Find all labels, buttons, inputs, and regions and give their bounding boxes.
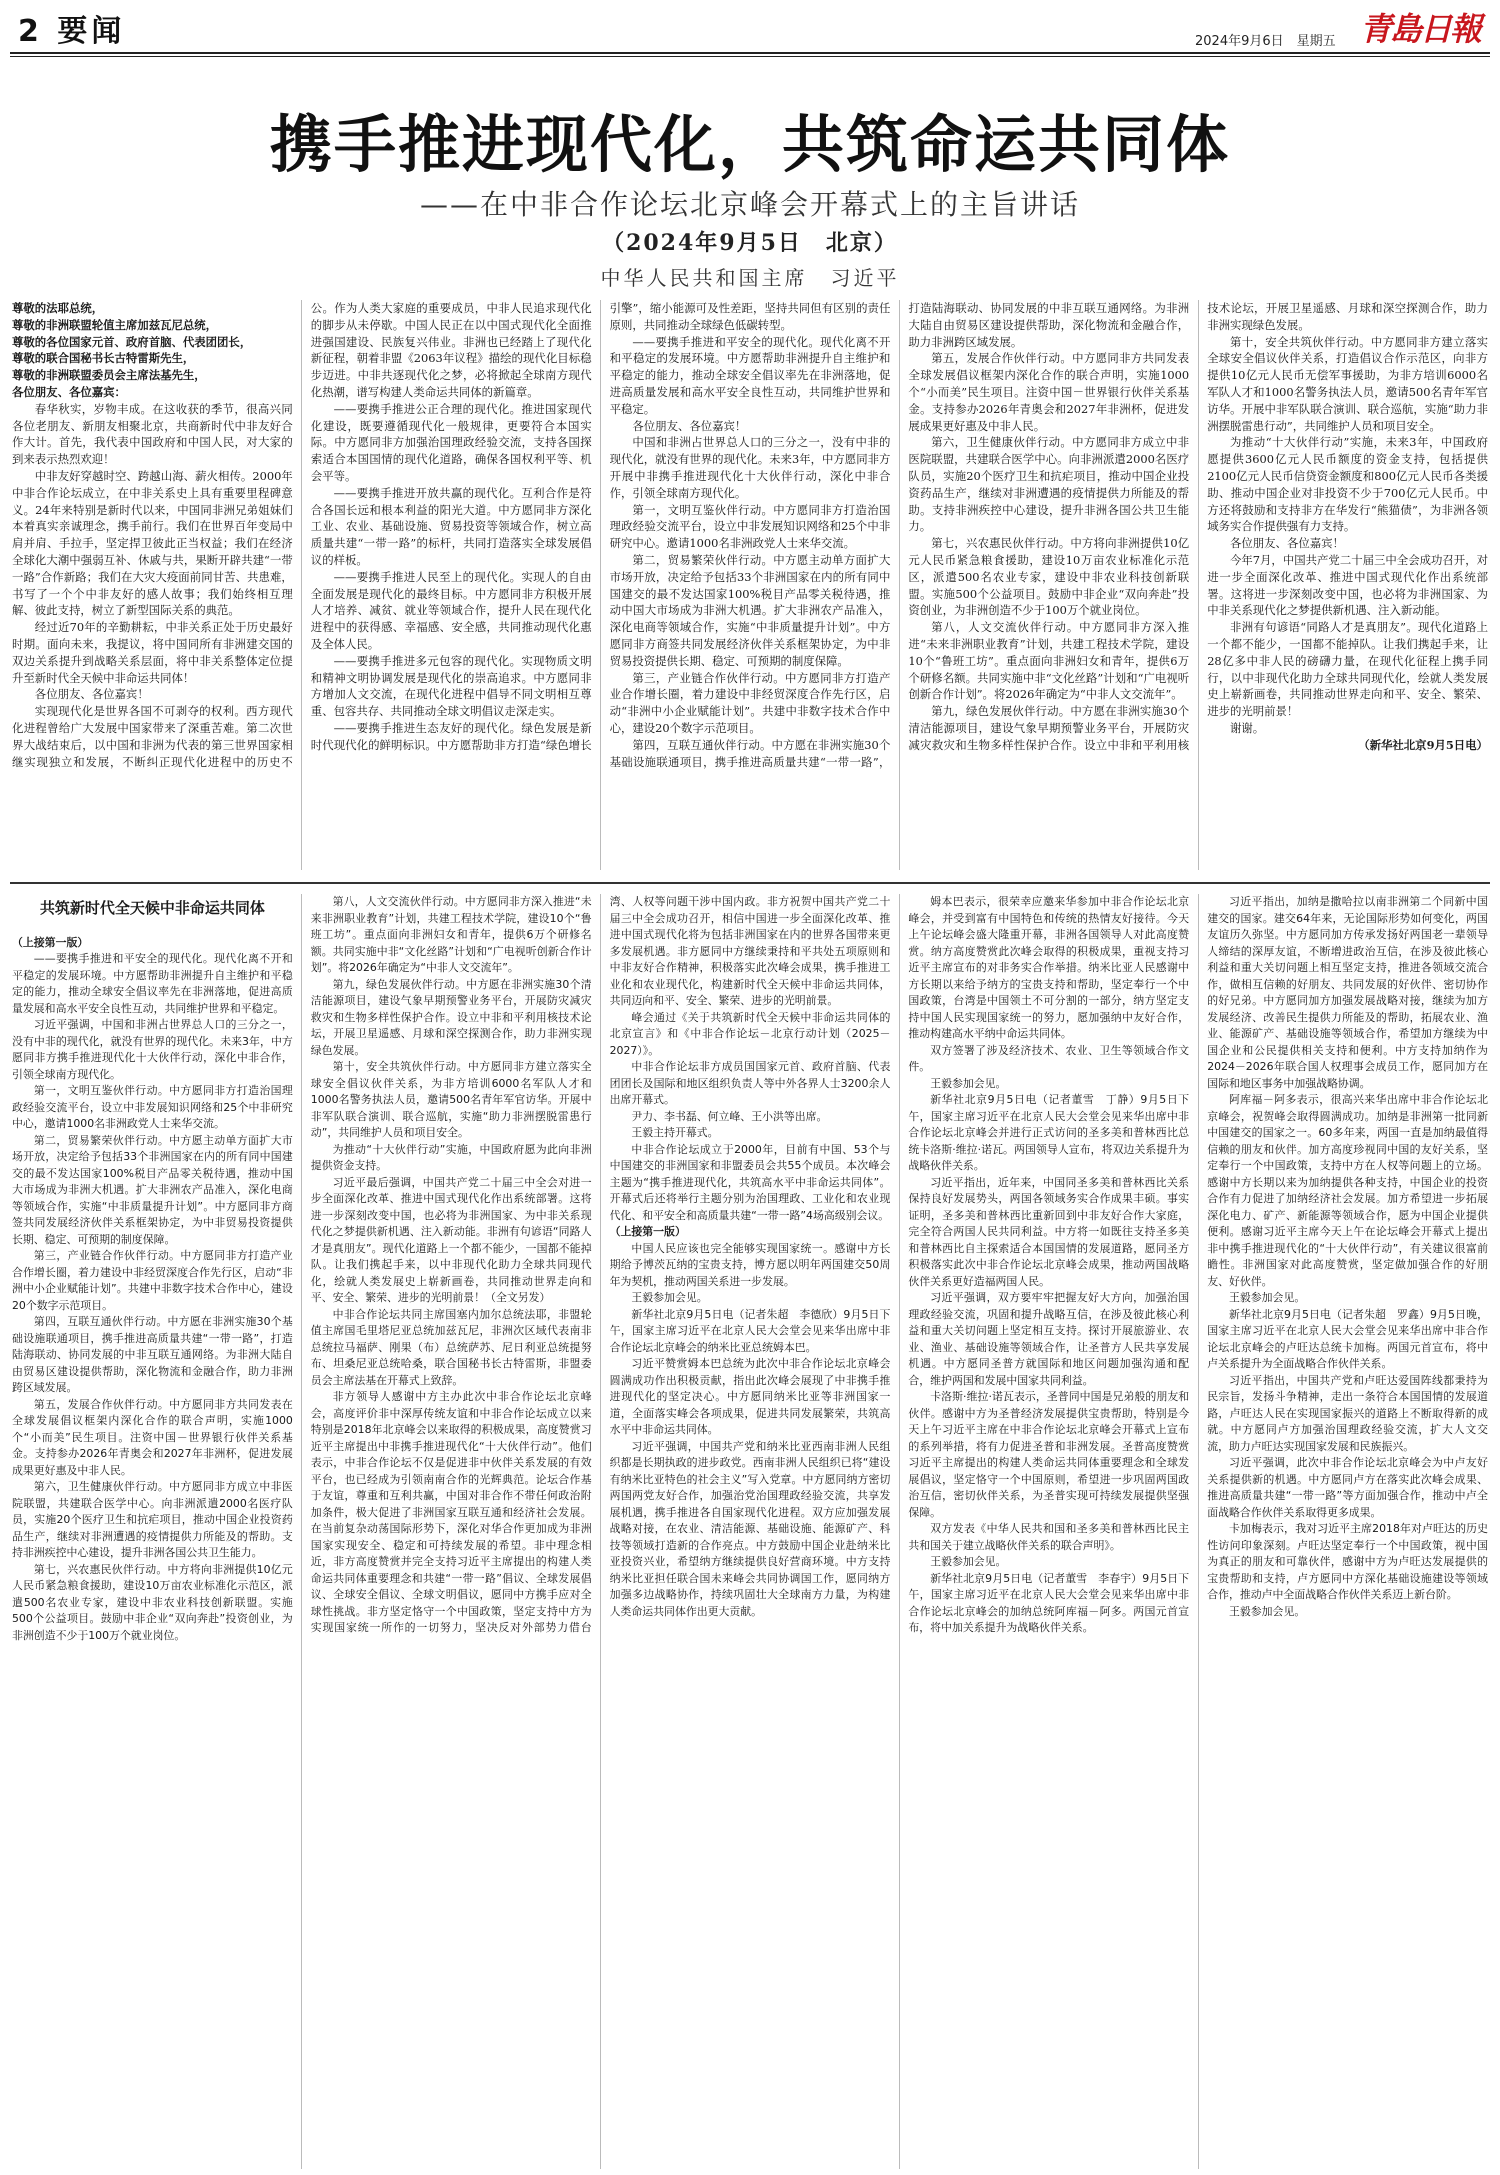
speech-greeting: 尊敬的非洲联盟委员会主席法基先生，	[12, 368, 206, 383]
news-item-paragraph: 习近平强调，中国共产党和纳米比亚西南非洲人民组织都是长期执政的进步政党。西南非洲人民组织已将“建设有纳米比亚特色的社会主义”写入党章。中方愿同纳方密切两国两党友好合作，加强治党治国理政经验交流，共享发展机遇，携手推进各自国家现代化进程。双方应加强发展战略对接，在农业、清洁能源、基础设施、能源矿产、科技等领域打造新的合作亮点。中方鼓励中国企业赴纳米比亚投资兴业，希望纳方继续提供良好营商环境。中方支持纳米比亚担任联合国未来峰会共同协调国工作，愿同纳方加强多边战略协作，持续巩固壮大全球南方力量，为构建人类命运共同体作出更大贡献。	[609, 1439, 891, 1618]
news-item-paragraph: 王毅参加会见。	[930, 1555, 1007, 1568]
section-divider	[10, 882, 1490, 884]
news-item-paragraph: 王毅参加会见。	[1228, 1604, 1306, 1618]
speech-paragraph: ——要携手推进生态友好的现代化。绿色发展是新时代现代化的鲜明标识。中方愿帮助非方打造“绿色增长引擎”，缩小能源可及性差距，坚持共同但有区别的责任原则，共同推动全球绿色低碳转型。	[310, 301, 891, 752]
news-paragraph: 习近平最后强调，中国共产党二十届三中全会对进一步全面深化改革、推进中国式现代化作出系统部署。这将进一步深刻改变中国，也必将为非洲国家、为中非关系现代化之梦提供新机遇、注入新动能。非洲有句谚语“同路人才是真朋友”。现代化道路上一个都不能少，一国都不能掉队。让我们携起手来，以中非现代化助力全球共同现代化，绘就人类发展史上崭新画卷，共同推动世界走向和平、安全、繁荣、进步的光明前景！（全文另发）	[310, 1175, 592, 1304]
speech-paragraph: 中非友好穿越时空、跨越山海、薪火相传。2000年中非合作论坛成立，在中非关系史上具有重要里程碑意义。24年来特别是新时代以来，中国同非洲兄弟姐妹们本着真实亲诚理念，携手前行。我们在世界百年变局中肩并肩、手拉手，坚定捍卫彼此正当权益；我们在经济全球化大潮中强弱互补、休戚与共，果断开辟共建“一带一路”合作新路；我们在大灾大疫面前同甘苦、共患难，书写了一个个中非友好的感人故事；我们始终相互理解、彼此支持，树立了新型国际关系的典范。	[12, 468, 293, 618]
news-paragraph: 第二，贸易繁荣伙伴行动。中方愿主动单方面扩大市场开放，决定给予包括33个非洲国家在内的所有同中国建交的最不发达国家100%税目产品零关税待遇，推动中国大市场成为非洲大机遇。扩大非洲农产品准入，深化电商等领域合作，实施“中非质量提升计划”。中方愿同非方商签共同发展经济伙伴关系框架协定，为中非贸易投资提供长期、稳定、可预期的制度保障。	[12, 1133, 293, 1246]
news-item-paragraph: 中国人民应该也完全能够实现国家统一。感谢中方长期给予博茨瓦纳的宝贵支持，博方愿以明年两国建交50周年为契机，推动两国关系进一步发展。	[609, 1241, 891, 1288]
speech-paragraph: 今年7月，中国共产党二十届三中全会成功召开，对进一步全面深化改革、推进中国式现代化作出系统部署。这将进一步深刻改变中国，也必将为非洲国家、为中非关系现代化之梦提供新机遇、注入新动能。	[1207, 552, 1488, 618]
page-number: 2 要闻	[18, 14, 126, 49]
news-item-paragraph: 习近平赞赏姆本巴总统为此次中非合作论坛北京峰会圆满成功作出积极贡献，指出此次峰会展现了中非携手推进现代化的坚定决心。中方愿同纳米比亚等非洲国家一道，全面落实峰会各项成果，促进共同发展繁荣，共筑高水平中非命运共同体。	[609, 1357, 891, 1436]
news-paragraph: 峰会通过《关于共筑新时代全天候中非命运共同体的北京宣言》和《中非合作论坛－北京行动计划（2025－2027）》。	[609, 1010, 891, 1057]
speech-paragraph: 各位朋友、各位嘉宾！	[34, 687, 149, 702]
speech-greeting: 尊敬的各位国家元首、政府首脑、代表团团长，	[12, 334, 252, 349]
news-item-paragraph: 习近平指出，中国共产党和卢旺达爱国阵线都秉持为民宗旨，发扬斗争精神，走出一条符合本国国情的发展道路，卢旺达人民在实现国家振兴的道路上不断取得新的成就。中方愿同卢方加强治国理政经验交流，扩大人文交流，助力卢旺达实现国家发展和民族振兴。	[1207, 1373, 1488, 1453]
speech-paragraph: 第十，安全共筑伙伴行动。中方愿同非方建立落实全球安全倡议伙伴关系，打造倡议合作示范区，向非方提供10亿元人民币无偿军事援助，为非方培训6000名军队人才和1000名警务执法人员，邀请500名青年军官访华。开展中非军队联合演训、联合巡航，实施“助力非洲摆脱雷患行动”，共同维护人员和项目安全。	[1207, 334, 1488, 433]
speech-paragraph: 春华秋实，岁物丰成。在这收获的季节，很高兴同各位老朋友、新朋友相聚北京，共商新时代中非友好合作大计。首先，我代表中国政府和中国人民，对大家的到来表示热烈欢迎！	[12, 401, 293, 467]
speech-paragraph: 各位朋友、各位嘉宾！	[632, 418, 747, 433]
news-paragraph: 王毅主持开幕式。	[631, 1126, 719, 1139]
speech-paragraph: 第七，兴农惠民伙伴行动。中方将向非洲提供10亿元人民币紧急粮食援助，建设10万亩农业标准化示范区，派遣500名农业专家，建设中非农业科技创新联盟。实施500个公益项目。鼓励中非企业“双向奔赴”投资创业，为非洲创造不少于100万个就业岗位。	[908, 536, 1190, 618]
news-item-paragraph: 习近平强调，双方要牢牢把握友好大方向，加强治国理政经验交流，巩固和提升战略互信，在涉及彼此核心利益和重大关切问题上坚定相互支持。探讨开展旅游业、农业、渔业、基础设施等领域合作，让圣普方人民共享发展机遇。中方愿同圣普方就国际和地区问题加强沟通和配合，维护两国和发展中国家共同利益。	[908, 1291, 1190, 1387]
news-item-paragraph: 王毅参加会见。	[631, 1291, 708, 1304]
news-paragraph: 非方领导人感谢中方主办此次中非合作论坛北京峰会，高度评价非中深厚传统友谊和中非合作论坛成立以来特别是2018年北京峰会以来取得的积极成果，高度赞赏习近平主席提出中非携手推进现代化“十大伙伴行动”。他们表示，中非合作论坛不仅是促进非中伙伴关系发展的有效平台，也已经成为引领南南合作的光辉典范。论坛合作基于友谊，尊重和互利共赢，中国对非合作不带任何政治附加条件，极大促进了非洲国家互联互通和经济社会发展。在当前复杂动荡国际形势下，深化对华合作更加成为非洲国家实现安全、稳定和可持续发展的希望。非中理念相近，非方高度赞赏并完全支持习近平主席提出的构建人类命运共同体重要理念和共建“一带一路”倡议、全球发展倡议、全球安全倡议、全球文明倡议，愿同中方携手应对全球性挑战。非方坚定恪守一个中国政策，坚定支持中方为实现国家统一所作的一切努力，坚决反对外部势力借台湾、人权等问题干涉中国内政。非方祝贺中国共产党二十届三中全会成功召开，相信中国进一步全面深化改革、推进中国式现代化将为包括非洲国家在内的世界各国带来更多发展机遇。非方愿同中方继续秉持和平共处五项原则和中非友好合作精神，积极落实此次峰会成果，携手推进工业化和农业现代化，构建新时代全天候中非命运共同体，共同迈向和平、安全、繁荣、进步的光明前景。	[310, 895, 891, 1634]
speech-paragraph: ——要携手推进公正合理的现代化。推进国家现代化建设，既要遵循现代化一般规律，更要符合本国实际。中方愿同非方加强治国理政经验交流，支持各国探索适合本国国情的现代化道路，确保各国权利平等、机会平等。	[310, 401, 592, 483]
news-paragraph: 第五，发展合作伙伴行动。中方愿同非方共同发表在全球发展倡议框架内深化合作的联合声明，实施1000个“小而美”民生项目。注资中国－世界银行伙伴关系基金。支持参办2026年青奥会和2027年非洲杯，促进发展成果更好惠及中非人民。	[12, 1397, 293, 1477]
speech-greeting: 尊敬的联合国秘书长古特雷斯先生，	[12, 351, 195, 366]
speech-paragraph: 第九，绿色发展伙伴行动。中方愿在非洲实施30个清洁能源项目，建设气象早期预警业务平台，开展防灾减灾救灾和生物多样性保护合作。设立中非和平利用核技术论坛，开展卫星遥感、月球和深空探测合作，助力非洲实现绿色发展。	[908, 301, 1488, 752]
speech-paragraph: 经过近70年的辛勤耕耘，中非关系正处于历史最好时期。面向未来，我提议，将中国同所有非洲建交国的双边关系提升到战略关系层面，将中非关系整体定位提升至新时代全天候中非命运共同体！	[12, 620, 293, 685]
news-item-paragraph: 姆本巴表示，很荣幸应邀来华参加中非合作论坛北京峰会，并受到富有中国特色和传统的热情友好接待。今天上午论坛峰会盛大隆重开幕，非洲各国领导人对此高度赞赏。纳方高度赞赏此次峰会取得的积极成果，重视支持习近平主席宣布的对非务实合作举措。纳米比亚人民感谢中方长期以来给予纳方的宝贵支持和帮助，坚定奉行一个中国政策，台湾是中国领土不可分割的一部分，纳方坚定支持中国人民实现国家统一的努力，愿加强纳中友好合作，推动构建高水平纳中命运共同体。	[908, 895, 1190, 1040]
issue-date: 2024年9月6日 星期五	[1195, 34, 1336, 49]
page-header	[0, 0, 1500, 54]
speech-paragraph: 第八，人文交流伙伴行动。中方愿同非方深入推进“未来非洲职业教育”计划，共建工程技术学院，建设10个“鲁班工坊”。重点面向非洲妇女和青年，提供6万个研修名额。共同实施中非“文化丝路”计划和“广电视听创新合作计划”。将2026年确定为“中非人文交流年”。	[908, 620, 1190, 702]
header-rule	[10, 52, 1490, 54]
continued-tag: （上接第一版）	[609, 1225, 686, 1238]
speech-paragraph: 第一，文明互鉴伙伴行动。中方愿同非方打造治国理政经验交流平台，设立中非发展知识网络和25个中非研究中心。邀请1000名非洲政党人士来华交流。	[609, 502, 891, 551]
news-item-paragraph: 双方签署了涉及经济技术、农业、卫生等领域合作文件。	[908, 1043, 1190, 1073]
news-paragraph: 中非合作论坛非方成员国国家元首、政府首脑、代表团团长及国际和地区组织负责人等中外各界人士3200余人出席开幕式。	[609, 1060, 891, 1106]
speech-paragraph: ——要携手推进人民至上的现代化。实现人的自由全面发展是现代化的最终目标。中方愿同非方积极开展人才培养、减贫、就业等领域合作，提升人民在现代化进程中的获得感、幸福感、安全感，共同推动现代化惠及全体人民。	[310, 569, 592, 651]
news-item-paragraph: 新华社北京9月5日电（记者董雪 丁静）9月5日下午，国家主席习近平在北京人民大会堂会见来华出席中非合作论坛北京峰会并进行正式访问的圣多美和普林西比总统卡洛斯·维拉·诺瓦。两国领导人宣布，将双边关系提升为战略伙伴关系。	[908, 1093, 1190, 1172]
news-paragraph: 习近平强调，中国和非洲占世界总人口的三分之一，没有中非的现代化，就没有世界的现代化。未来3年，中方愿同非方携手推进现代化十大伙伴行动，深化中非合作，引领全球南方现代化。	[12, 1018, 293, 1081]
news-item-paragraph: 王毅参加会见。	[1228, 1291, 1306, 1304]
news-paragraph: 第三，产业链合作伙伴行动。中方愿同非方打造产业合作增长圈，着力建设中非经贸深度合作先行区，启动“非洲中小企业赋能计划”。共建中非数字技术合作中心，建设20个数字示范项目。	[12, 1249, 293, 1312]
section-title: 共筑新时代全天候中非命运共同体	[39, 899, 265, 917]
news-item-paragraph: 新华社北京9月5日电（记者朱超 罗鑫）9月5日晚，国家主席习近平在北京人民大会堂会见来华出席中非合作论坛北京峰会的卢旺达总统卡加梅。两国元首宣布，将中卢关系提升为全面战略合作伙伴关系。	[1207, 1307, 1488, 1370]
continued-tag: （上接第一版）	[12, 935, 89, 949]
speech-dateline: （2024年9月5日 北京）	[602, 230, 898, 256]
news-paragraph: 第七，兴农惠民伙伴行动。中方将向非洲提供10亿元人民币紧急粮食援助，建设10万亩农业标准化示范区，派遣500名农业专家，建设中非农业科技创新联盟。实施500个公益项目。鼓励中非企业“双向奔赴”投资创业，为非洲创造不少于100万个就业岗位。	[12, 1562, 293, 1642]
news-paragraph: 为推动“十大伙伴行动”实施，中国政府愿为此向非洲提供资金支持。	[310, 1142, 592, 1172]
news-paragraph: 中非合作论坛共同主席国塞内加尔总统法耶，非盟轮值主席国毛里塔尼亚总统加兹瓦尼，非洲次区域代表南非总统拉马福萨、刚果（布）总统萨苏、尼日利亚总统提努布、坦桑尼亚总统哈桑，联合国秘书长古特雷斯，非盟委员会主席法基在开幕式上致辞。	[310, 1307, 592, 1387]
news-item-paragraph: 王毅参加会见。	[930, 1076, 1007, 1090]
speech-paragraph: 谢谢。	[1229, 720, 1265, 735]
news-item-paragraph: 习近平指出，加纳是撒哈拉以南非洲第二个同新中国建交的国家。建交64年来，无论国际形势如何变化，两国友谊历久弥坚。中方愿同加方传承发扬好两国老一辈领导人缔结的深厚友谊，不断增进政治互信，在涉及彼此核心利益和重大关切问题上相互坚定支持，推进各领域交流合作，做相互信赖的好朋友、共同发展的好伙伴、密切协作的好兄弟。中方愿同加方加强发展战略对接，继续为加方发展经济、改善民生提供力所能及的帮助，拓展农业、渔业、能源矿产、基础设施等领域合作，希望加方继续为中国企业和公民提供相关支持和便利。中方支持加纳作为2024－2026年联合国人权理事会成员工作，愿同加方在国际和地区事务中加强战略协调。	[1207, 895, 1488, 1090]
speech-greeting: 各位朋友、各位嘉宾：	[12, 384, 126, 399]
news-paragraph: 尹力、李书磊、何立峰、王小洪等出席。	[631, 1109, 828, 1123]
news-item-paragraph: 卡加梅表示，我对习近平主席2018年对卢旺达的历史性访问印象深刻。卢旺达坚定奉行一个中国政策，视中国为真正的朋友和可靠伙伴，感谢中方为卢旺达发展提供的宝贵帮助和支持，卢方愿同中方深化基础设施建设等领域合作，推动卢中全面战略合作伙伴关系迈上新台阶。	[1207, 1522, 1488, 1601]
news-item-paragraph: 新华社北京9月5日电（记者董雪 李春宇）9月5日下午，国家主席习近平在北京人民大会堂会见来华出席中非合作论坛北京峰会的加纳总统阿库福－阿多。两国元首宣布，将中加关系提升为战略伙伴关系。	[908, 1571, 1190, 1634]
headline-subtitle: ——在中非合作论坛北京峰会开幕式上的主旨讲话	[419, 188, 1080, 221]
news-paragraph: 第四，互联互通伙伴行动。中方愿在非洲实施30个基础设施联通项目，携手推进高质量共建“一带一路”，打造陆海联动、协同发展的中非互联互通网络。为非洲大陆自由贸易区建设提供帮助，深化物流和金融合作，助力非洲跨区域发展。	[12, 1315, 293, 1394]
speech-greeting: 尊敬的非洲联盟轮值主席加兹瓦尼总统，	[12, 317, 218, 332]
speech-paragraph: 第五，发展合作伙伴行动。中方愿同非方共同发表全球发展倡议框架内深化合作的联合声明，实施1000个“小而美”民生项目。注资中国－世界银行伙伴关系基金。支持参办2026年青奥会和2027年非洲杯，促进发展成果更好惠及中非人民。	[908, 351, 1190, 433]
speech-paragraph: ——要携手推进和平安全的现代化。现代化离不开和平稳定的发展环境。中方愿帮助非洲提升自主维护和平稳定的能力，推动全球安全倡议率先在非洲落地，促进高质量发展和高水平安全良性互动，共同维护世界和平稳定。	[609, 334, 891, 416]
news-item-paragraph: 双方发表《中华人民共和国和圣多美和普林西比民主共和国关于建立战略伙伴关系的联合声明》。	[908, 1522, 1190, 1552]
speech-paragraph: 为推动“十大伙伴行动”实施，未来3年，中国政府愿提供3600亿元人民币额度的资金支持，包括提供2100亿元人民币信贷资金额度和800亿元人民币各类援助、推动中国企业对非投资不少于700亿元人民币。中方还将鼓励和支持非方在华发行“熊猫债”，为非洲各领域务实合作提供强有力支持。	[1207, 435, 1488, 534]
speech-paragraph: ——要携手推进开放共赢的现代化。互利合作是符合各国长远和根本利益的阳光大道。中方愿同非方深化工业、农业、基础设施、贸易投资等领域合作，树立高质量共建“一带一路”的标杆，共同打造落实全球发展倡议的样板。	[310, 485, 592, 567]
news-item-paragraph: 卡洛斯·维拉·诺瓦表示，圣普同中国是兄弟般的朋友和伙伴。感谢中方为圣普经济发展提供宝贵帮助，特别是今天上午习近平主席在中非合作论坛北京峰会开幕式上宣布的系列举措，将有力促进圣普和非洲发展。圣普高度赞赏习近平主席提出的构建人类命运共同体重要理念和全球发展倡议，坚定恪守一个中国原则，希望进一步巩固两国政治互信，密切伙伴关系，为圣普实现可持续发展提供坚强保障。	[908, 1390, 1190, 1519]
news-paragraph: 第六，卫生健康伙伴行动。中方愿同非方成立中非医院联盟，共建联合医学中心。向非洲派遣2000名医疗队员，实施20个医疗卫生和抗疟项目，推动中国企业投资药品生产，继续对非洲遭遇的疫情提供力所能及的帮助。支持非洲疾控中心建设，提升非洲各国公共卫生能力。	[12, 1480, 293, 1559]
speech-author: 中华人民共和国主席 习近平	[600, 266, 900, 290]
related-news-article	[12, 894, 1488, 2169]
news-paragraph: 第八，人文交流伙伴行动。中方愿同非方深入推进“未来非洲职业教育”计划，共建工程技术学院，建设10个“鲁班工坊”。重点面向非洲妇女和青年，提供6万个研修名额。共同实施中非“文化丝路”计划和“广电视听创新合作计划”。将2026年确定为“中非人文交流年”。	[310, 895, 592, 974]
speech-paragraph: 第三，产业链合作伙伴行动。中方愿同非方打造产业合作增长圈，着力建设中非经贸深度合作先行区，启动“非洲中小企业赋能计划”。共建中非数字技术合作中心，建设20个数字示范项目。	[609, 670, 891, 735]
speech-paragraph: 非洲有句谚语“同路人才是真朋友”。现代化道路上一个都不能少，一国都不能掉队。让我们携起手来，让28亿多中非人民的磅礴力量，在现代化征程上携手同行，以中非现代化助力全球共同现代化，绘就人类发展史上崭新画卷，共同推动世界走向和平、安全、繁荣、进步的光明前景！	[1207, 620, 1488, 719]
speech-paragraph: 各位朋友、各位嘉宾！	[1229, 536, 1344, 551]
news-item-paragraph: 新华社北京9月5日电（记者朱超 李德欣）9月5日下午，国家主席习近平在北京人民大会堂会见来华出席中非合作论坛北京峰会的纳米比亚总统姆本巴。	[609, 1307, 891, 1354]
newspaper-logo: 青島日報	[1360, 10, 1481, 48]
news-item-paragraph: 习近平强调，此次中非合作论坛北京峰会为中卢友好关系提供新的机遇。中方愿同卢方在落实此次峰会成果、推进高质量共建“一带一路”等方面加强合作，推动中卢全面战略合作伙伴关系取得更多成果。	[1207, 1456, 1488, 1519]
headline: 携手推进现代化，共筑命运共同体	[269, 108, 1230, 181]
speech-greeting: 尊敬的法耶总统，	[12, 301, 104, 315]
news-item-paragraph: 习近平指出，近年来，中国同圣多美和普林西比关系保持良好发展势头，两国各领域务实合作成果丰硕。事实证明，圣多美和普林西比重新回到中非友好合作大家庭，完全符合两国人民共同利益。中方将一如既往支持圣多美和普林西比自主探索适合本国国情的发展道路，愿同圣方积极落实此次中非合作论坛北京峰会成果，推动两国战略伙伴关系更好造福两国人民。	[908, 1175, 1190, 1288]
speech-signoff: （新华社北京9月5日电）	[1358, 737, 1488, 752]
speech-paragraph: 第四，互联互通伙伴行动。中方愿在非洲实施30个基础设施联通项目，携手推进高质量共建“一带一路”，打造陆海联动、协同发展的中非互联互通网络。为非洲大陆自由贸易区建设提供帮助，深化物流和金融合作，助力非洲跨区域发展。	[609, 301, 1190, 769]
speech-paragraph: ——要携手推进多元包容的现代化。实现物质文明和精神文明协调发展是现代化的崇高追求。中方愿同非方增加人文交流，在现代化进程中倡导不同文明相互尊重、包容共存、共同推动全球文明倡议走深走实。	[310, 653, 592, 719]
speech-article	[12, 300, 1488, 870]
news-paragraph: 中非合作论坛成立于2000年，目前有中国、53个与中国建交的非洲国家和非盟委员会共55个成员。本次峰会主题为“携手推进现代化，共筑高水平中非命运共同体”。开幕式后还将举行主题分别为治国理政、工业化和农业现代化、和平安全和高质量共建“一带一路”4场高级别会议。	[609, 1142, 891, 1222]
news-paragraph: 第十，安全共筑伙伴行动。中方愿同非方建立落实全球安全倡议伙伴关系，为非方培训6000名军队人才和1000名警务执法人员，邀请500名青年军官访华。开展中非军队联合演训、联合巡航，实施“助力非洲摆脱雷患行动”，共同维护人员和项目安全。	[310, 1060, 592, 1139]
news-paragraph: 第九，绿色发展伙伴行动。中方愿在非洲实施30个清洁能源项目，建设气象早期预警业务平台，开展防灾减灾救灾和生物多样性保护合作。设立中非和平利用核技术论坛，开展卫星遥感、月球和深空探测合作，助力非洲实现绿色发展。	[310, 977, 592, 1057]
news-paragraph: ——要携手推进和平安全的现代化。现代化离不开和平稳定的发展环境。中方愿帮助非洲提升自主维护和平稳定的能力，推动全球安全倡议率先在非洲落地，促进高质量发展和高水平安全良性互动，共同维护世界和平稳定。	[12, 952, 293, 1015]
speech-paragraph: 第六，卫生健康伙伴行动。中方愿同非方成立中非医院联盟，共建联合医学中心。向非洲派遣2000名医疗队员，实施20个医疗卫生和抗疟项目，推动中国企业投资药品生产，继续对非洲遭遇的疫情提供力所能及的帮助。支持非洲疾控中心建设，提升非洲各国公共卫生能力。	[908, 435, 1190, 534]
speech-paragraph: 实现现代化是世界各国不可剥夺的权利。西方现代化进程曾给广大发展中国家带来了深重苦难。第二次世界大战结束后，以中国和非洲为代表的第三世界国家相继实现独立和发展，不断纠正现代化进程中的历史不公。作为人类大家庭的重要成员，中非人民追求现代化的脚步从未停歇。中国人民正在以中国式现代化全面推进强国建设、民族复兴伟业。非洲也已经踏上了现代化新征程，朝着非盟《2063年议程》描绘的现代化目标稳步迈进。中非共逐现代化之梦，必将掀起全球南方现代化热潮，谱写构建人类命运共同体的新篇章。	[12, 301, 592, 769]
speech-paragraph: 中国和非洲占世界总人口的三分之一，没有中非的现代化，就没有世界的现代化。未来3年，中方愿同非方开展中非携手推进现代化十大伙伴行动，深化中非合作，引领全球南方现代化。	[609, 435, 891, 500]
news-item-paragraph: 阿库福－阿多表示，很高兴来华出席中非合作论坛北京峰会，祝贺峰会取得圆满成功。加纳是非洲第一批同新中国建交的国家之一。60多年来，两国一直是加纳最值得信赖的朋友和伙伴。加方高度珍视同中国的友好关系，坚定奉行一个中国政策，支持中方在人权等问题上的立场。感谢中方长期以来为加纳提供各种支持，中国企业的投资合作有力促进了加纳经济社会发展。加方希望进一步拓展深化电力、矿产、新能源等领域合作，愿为中国企业提供便利。感谢习近平主席今天上午在论坛峰会开幕式上提出非中携手推进现代化的“十大伙伴行动”，有关建议很富前瞻性。非洲国家对此高度赞赏，坚定做加强合作的好朋友、好伙伴。	[1207, 1093, 1488, 1288]
news-paragraph: 第一，文明互鉴伙伴行动。中方愿同非方打造治国理政经验交流平台，设立中非发展知识网络和25个中非研究中心，邀请1000名非洲政党人士来华交流。	[12, 1084, 293, 1130]
speech-paragraph: 第二，贸易繁荣伙伴行动。中方愿主动单方面扩大市场开放，决定给予包括33个非洲国家在内的所有同中国建交的最不发达国家100%税目产品零关税待遇，推动中国大市场成为非洲大机遇。扩大非洲农产品准入，深化电商等领域合作，实施“中非质量提升计划”。中方愿同非方商签共同发展经济伙伴关系框架协定，为中非贸易投资提供长期、稳定、可预期的制度保障。	[609, 552, 891, 668]
header-rule-thin	[10, 56, 1490, 57]
